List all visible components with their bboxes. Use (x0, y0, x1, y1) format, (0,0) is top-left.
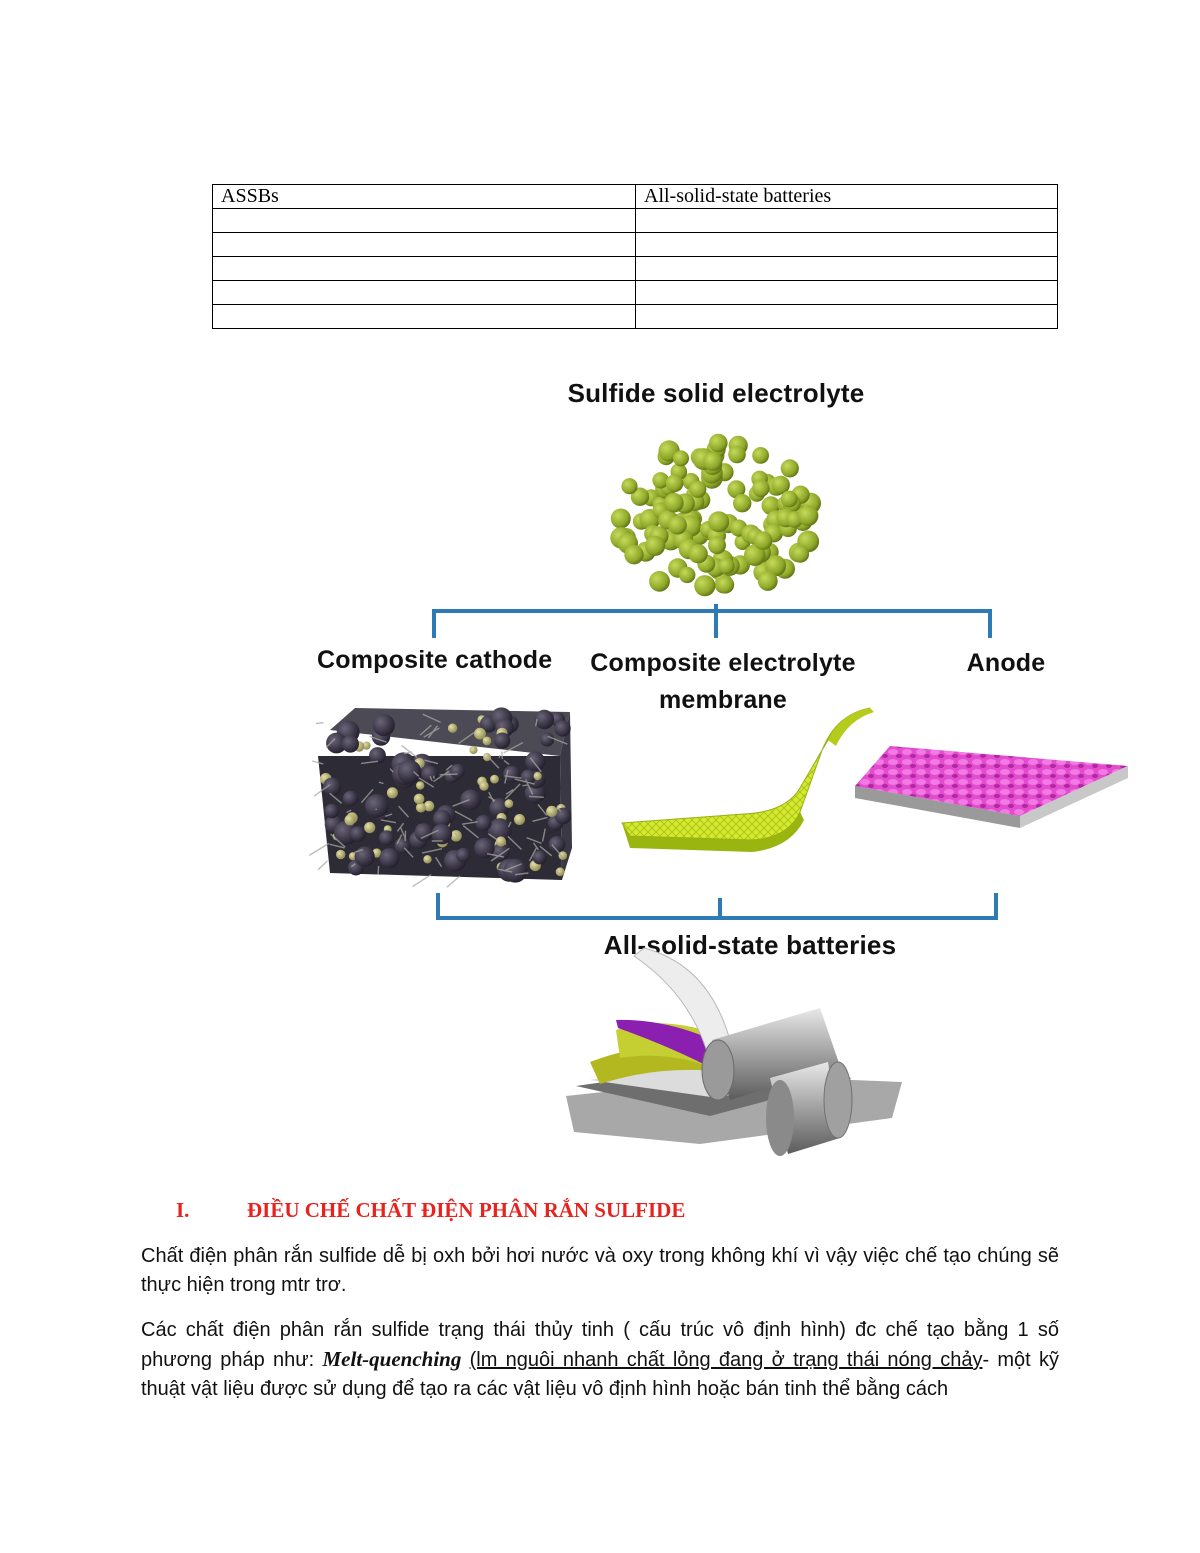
cathode-fiber (557, 870, 558, 874)
glossary-definition-cell: All-solid-state batteries (636, 185, 1058, 209)
cathode-particle (379, 848, 399, 868)
particle (664, 493, 684, 513)
cathode-fiber (506, 806, 507, 807)
particle (798, 505, 819, 526)
particle (716, 576, 734, 594)
cathode-fiber (318, 861, 327, 870)
glossary-definition-cell (636, 209, 1058, 233)
cathode-particle (364, 822, 375, 833)
particle (624, 545, 643, 564)
cathode-particle (373, 714, 395, 736)
composite-membrane-label-line1: Composite electrolyte (590, 649, 856, 677)
cathode-particle (514, 814, 525, 825)
particle (709, 434, 728, 453)
particle (708, 511, 729, 532)
glossary-definition-cell (636, 281, 1058, 305)
sulfide-particles-illustration (610, 434, 821, 597)
glossary-term-cell (213, 281, 636, 305)
paragraph-2 (141, 1316, 1059, 1404)
cathode-particle (415, 823, 433, 841)
electrolyte-membrane-illustration (622, 708, 874, 852)
cathode-particle (469, 746, 477, 754)
glossary-row (213, 233, 1058, 257)
cathode-particle (555, 808, 572, 825)
glossary-definition-cell (636, 305, 1058, 329)
cathode-particle (496, 836, 506, 846)
paragraph-2-rest: - một kỹ thuật vật liệu được sử dụng để tạo ra các vật liệu vô định hình hoặc bán tinh thể bằng cách (141, 1349, 1059, 1400)
particle (694, 575, 715, 596)
cathode-particle (345, 815, 356, 826)
cathode-particle (355, 847, 375, 867)
paragraph-2-space (461, 1349, 469, 1371)
cathode-fiber (434, 776, 435, 779)
cathode-particle (379, 830, 394, 845)
section-heading (176, 1198, 1076, 1223)
cathode-particle (546, 806, 557, 817)
sulfide-electrolyte-label: Sulfide solid electrolyte (567, 378, 865, 408)
cathode-particle (387, 787, 398, 798)
glossary-definition-cell (636, 233, 1058, 257)
cathode-particle (342, 735, 359, 752)
particle (754, 531, 773, 550)
particle (758, 571, 778, 591)
particle (679, 567, 695, 583)
particle (718, 558, 734, 574)
cathode-particle (398, 760, 422, 784)
cathode-particle (323, 778, 341, 796)
particle (752, 480, 769, 497)
cathode-particle (559, 851, 568, 860)
paragraph-1: Chất điện phân rắn sulfide dễ bị oxh bởi hơi nước và oxy trong không khí vì vậy việc chế tạo chúng sẽ thực hiện trong mtr trơ. (141, 1245, 1059, 1296)
glossary-term-cell (213, 233, 636, 257)
cathode-particle (450, 830, 461, 841)
battery-stack-illustration (566, 948, 902, 1156)
particle (752, 447, 769, 464)
particle (728, 446, 746, 464)
cathode-fiber (413, 875, 432, 887)
melt-quenching-term: Melt-quenching (322, 1347, 462, 1371)
all-solid-state-label: All-solid-state batteries (603, 930, 897, 960)
section-number: I. (176, 1198, 190, 1222)
glossary-table (212, 184, 1058, 329)
cathode-fiber (440, 774, 458, 775)
cathode-particle (555, 720, 571, 736)
particle (673, 450, 689, 466)
particle (621, 478, 637, 494)
glossary-row (213, 185, 1058, 209)
cathode-particle (483, 737, 492, 746)
cathode-fiber (316, 723, 324, 724)
assb-figure (300, 368, 1130, 1180)
particle (611, 509, 631, 529)
cathode-fiber (309, 843, 329, 855)
anode-illustration (855, 746, 1128, 828)
cathode-particle (343, 791, 358, 806)
paragraph-2-intro: Các chất điện phân rắn sulfide trạng thái thủy tinh ( cấu trúc vô định hình) đc chế tạo bằng 1 số phương pháp như: (141, 1319, 1059, 1371)
top-bracket (434, 604, 990, 638)
cathode-particle (450, 764, 465, 779)
cathode-particle (416, 803, 426, 813)
section-title: ĐIỀU CHẾ CHẤT ĐIỆN PHÂN RẮN SULFIDE (247, 1198, 686, 1222)
cathode-particle (414, 794, 425, 805)
particle (781, 459, 799, 477)
cathode-particle (534, 772, 542, 780)
particle (689, 544, 708, 563)
cathode-particle (456, 848, 470, 862)
cathode-particle (490, 775, 499, 784)
glossary-row (213, 305, 1058, 329)
glossary-row (213, 257, 1058, 281)
particle (703, 452, 722, 471)
particle (792, 545, 809, 562)
cathode-particle (448, 724, 457, 733)
composite-cathode-illustration (309, 707, 572, 887)
glossary-term-cell (213, 257, 636, 281)
cathode-fiber (523, 785, 529, 786)
glossary-term-cell (213, 305, 636, 329)
glossary-term-cell: ASSBs (213, 185, 636, 209)
cathode-particle (350, 826, 365, 841)
cathode-particle (525, 751, 545, 771)
cathode-particle (483, 753, 491, 761)
cathode-fiber (502, 752, 503, 760)
bottom-bracket (438, 893, 996, 920)
cathode-particle (494, 733, 510, 749)
cathode-fiber (378, 866, 379, 874)
glossary-row (213, 209, 1058, 233)
particle (666, 474, 684, 492)
particle (649, 571, 670, 592)
cathode-particle (365, 794, 389, 818)
cathode-particle (423, 855, 431, 863)
cathode-fiber (529, 796, 544, 797)
particle (668, 516, 687, 535)
composite-cathode-label: Composite cathode (317, 646, 553, 674)
cathode-particle (336, 850, 345, 859)
cathode-particle (325, 804, 340, 819)
melt-quenching-explanation: (lm nguôi nhanh chất lỏng đang ở trạng thái nóng chảy (469, 1349, 983, 1371)
cathode-particle (460, 790, 481, 811)
particle (781, 491, 798, 508)
cathode-particle (479, 781, 488, 790)
composite-membrane-label-line2: membrane (658, 686, 788, 714)
particle (689, 481, 706, 498)
glossary-term-cell (213, 209, 636, 233)
cathode-particle (475, 815, 491, 831)
cathode-fiber (447, 876, 460, 887)
cathode-particle (540, 733, 554, 747)
glossary-definition-cell (636, 257, 1058, 281)
anode-label: Anode (966, 649, 1046, 677)
particle (645, 536, 665, 556)
cathode-particle (416, 781, 424, 789)
particle (708, 536, 726, 554)
glossary-row (213, 281, 1058, 305)
particle (733, 494, 751, 512)
